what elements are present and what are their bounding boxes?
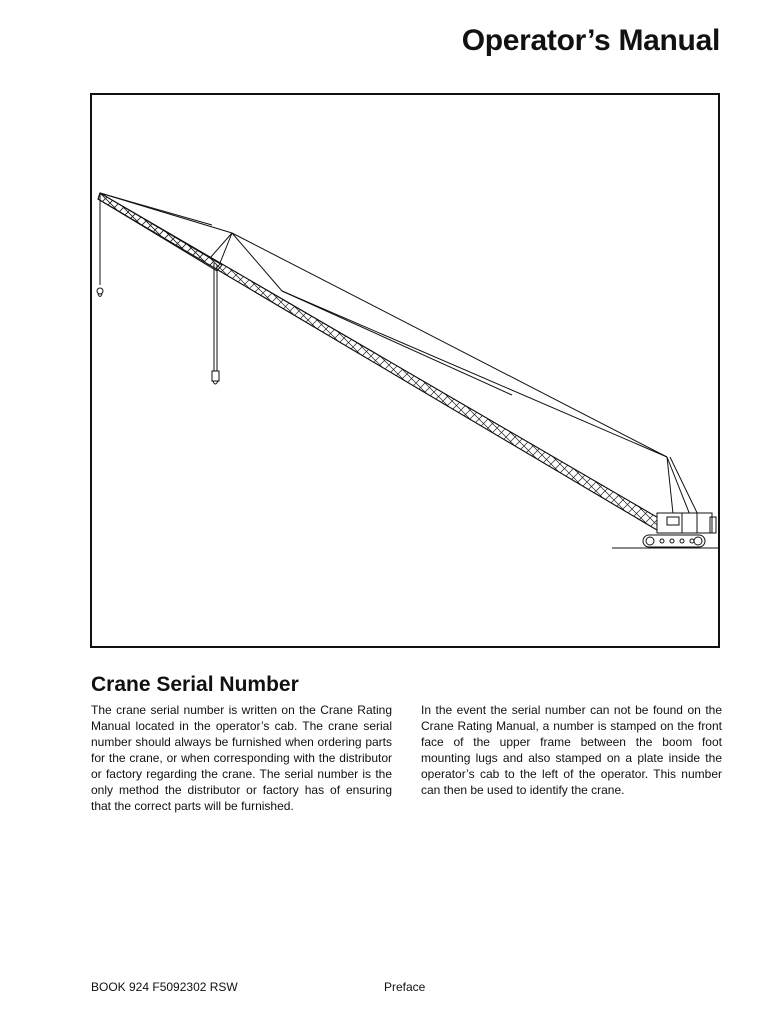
paragraph-right: In the event the serial number can not be found on the Crane Rating Manual, a number is stamped on the front face of the upper frame between the boom foot mounting lugs and also stamped on a plate inside the operator’s cab to the left of the operator. This number can then be used to identify the crane.	[421, 703, 722, 797]
page-title: Operator’s Manual	[461, 24, 720, 57]
paragraph-left: The crane serial number is written on the Crane Rating Manual located in the operator’s cab. The crane serial number should always be furnished when ordering parts for the crane, or when corresponding with the distributor or factory regarding the crane. The serial number is the only method the distributor or factory has of ensuring that the correct parts will be furnished.	[91, 703, 392, 813]
figure-frame	[90, 93, 720, 648]
section-heading: Crane Serial Number	[91, 673, 299, 696]
crane-illustration-icon	[92, 95, 718, 646]
footer-section-name: Preface	[384, 980, 426, 994]
footer-book-number: BOOK 924 F5092302 RSW	[91, 980, 238, 994]
